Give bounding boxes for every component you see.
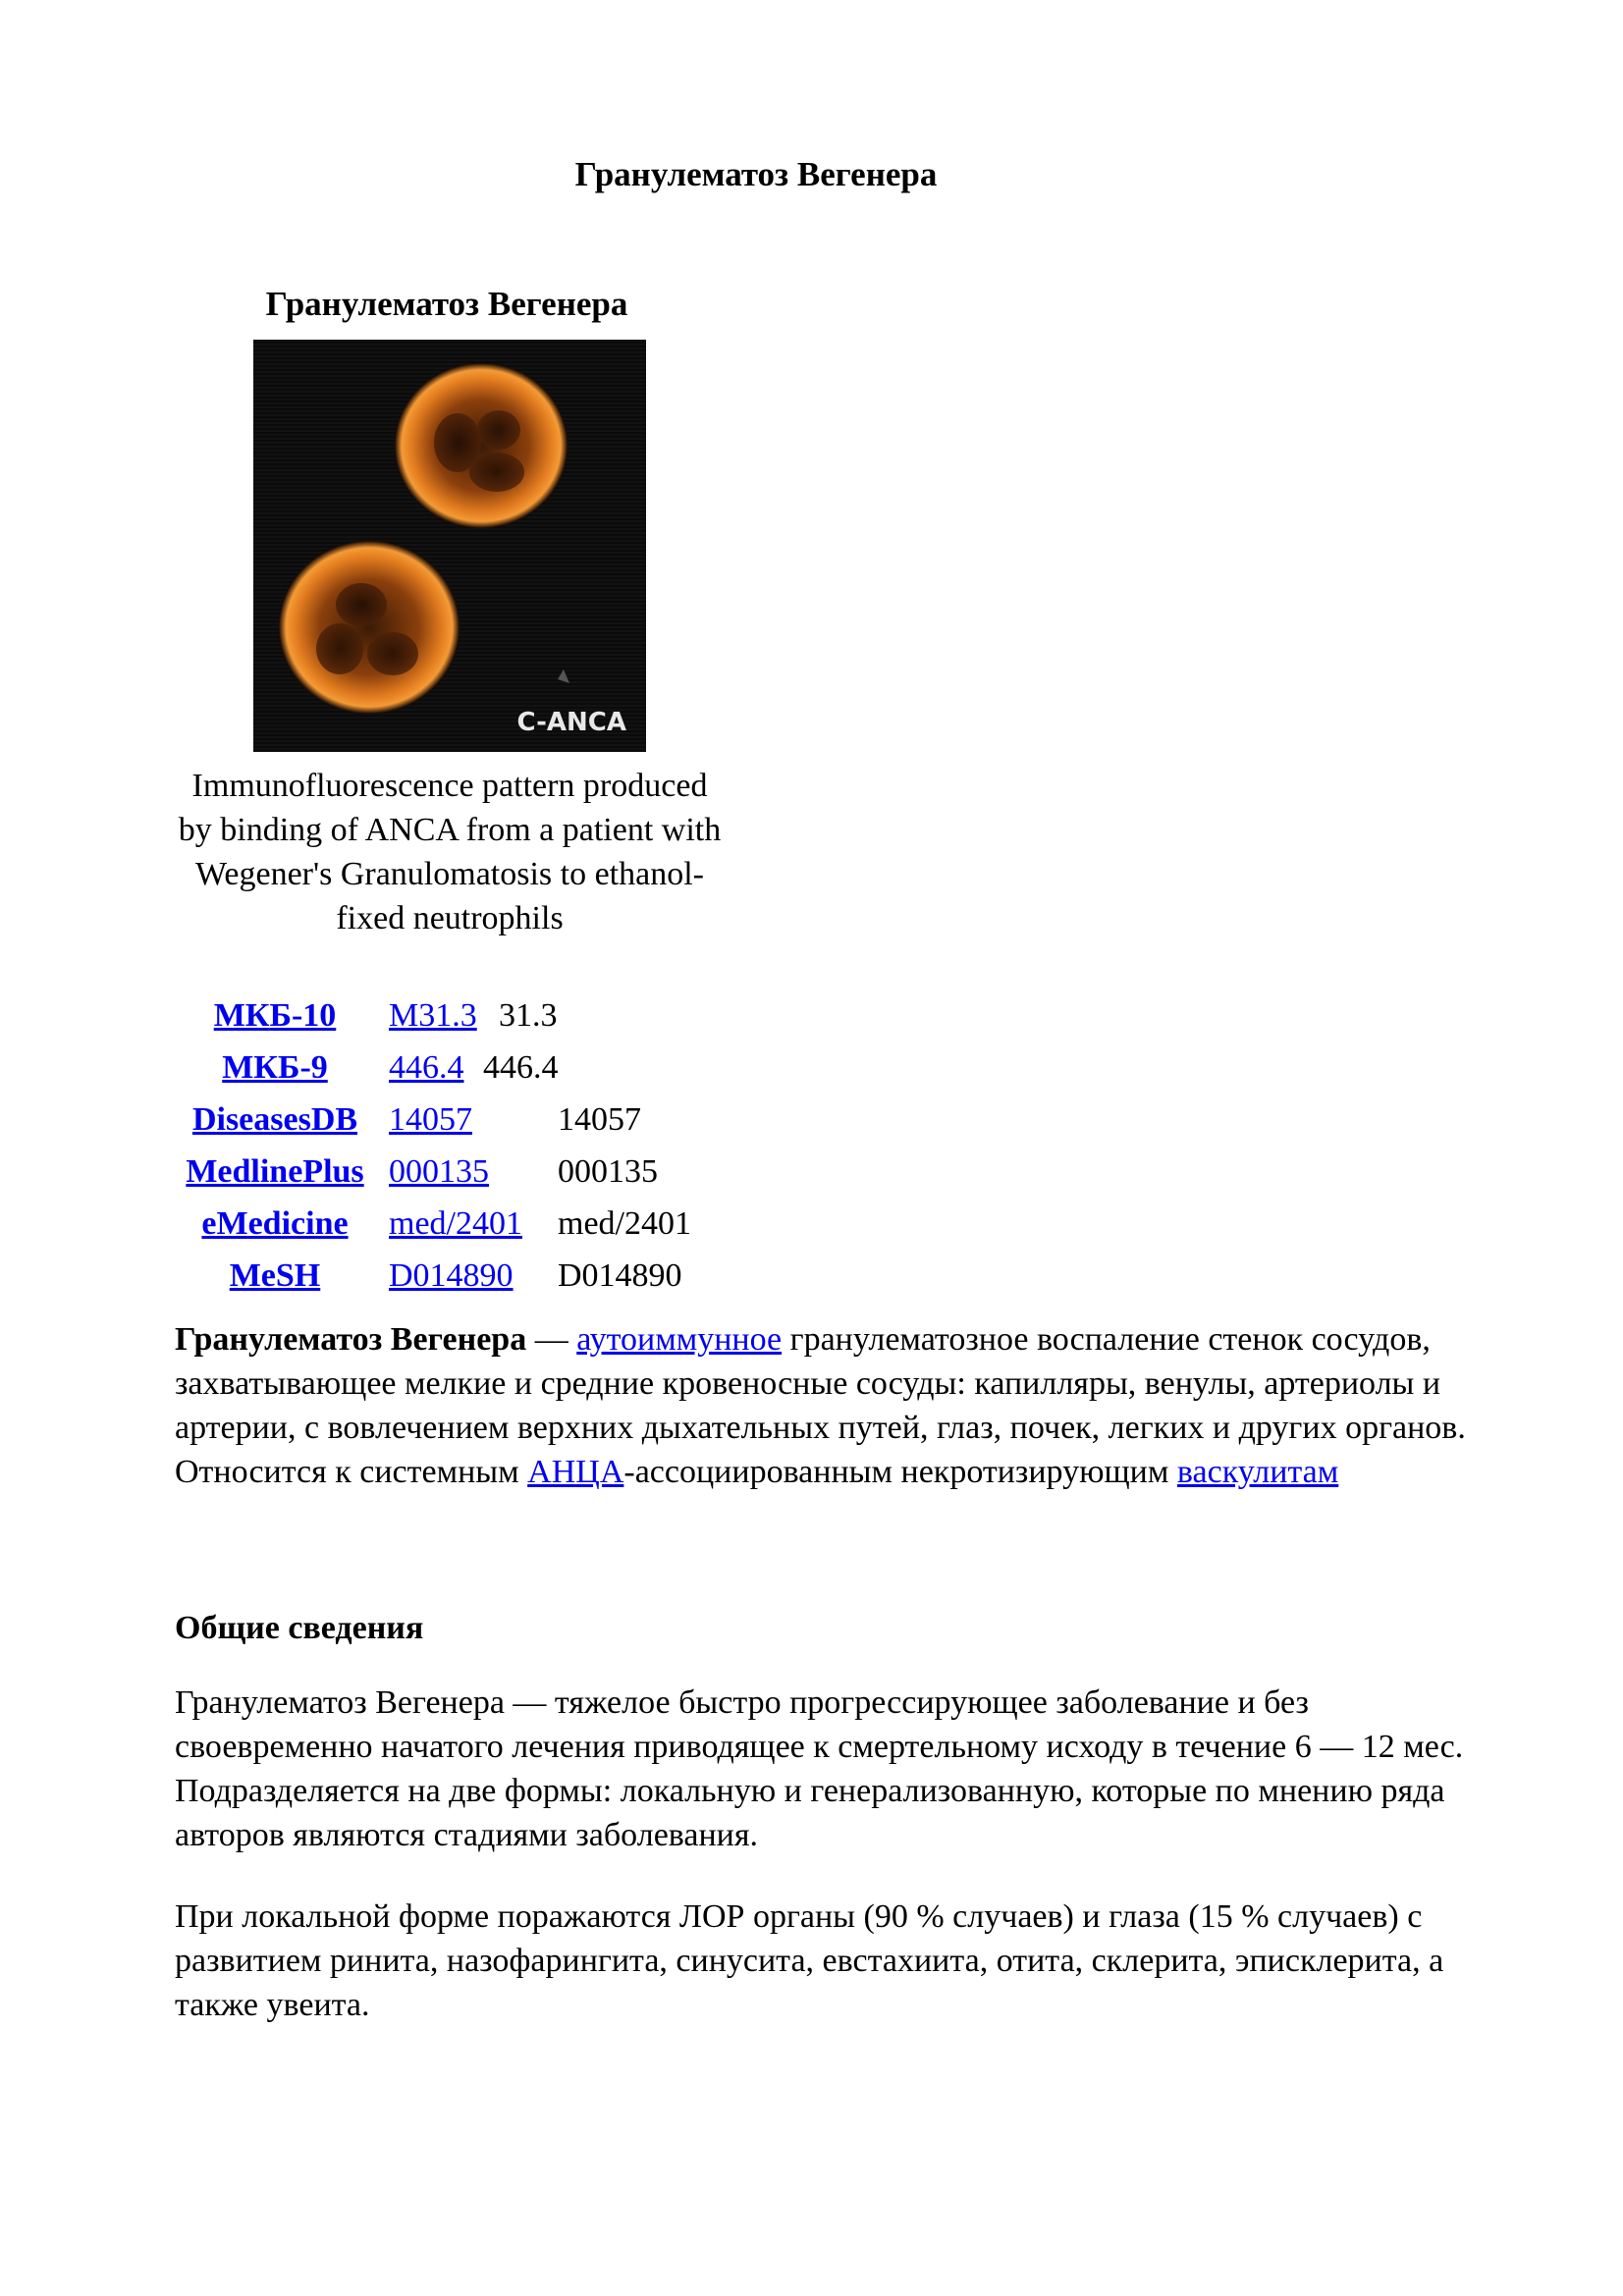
intro-text-1: гранулематозное воспаление стенок сосудов, захватывающее мелкие и средние кровеносные сосуды: капилляры, венулы, артериолы и артерии, с вовлечением верхних дыхательных путей, глаз, почек, легких и других органов. Относится к системным xyxy=(175,1321,1466,1490)
infobox-code-value: 14057 xyxy=(558,1101,641,1138)
infobox-code-value: 446.4 xyxy=(483,1049,559,1086)
infobox-key-link[interactable]: МКБ-10 xyxy=(213,997,337,1034)
infobox-caption: Immunofluorescence pattern produced by binding of ANCA from a patient with Wegener's Granulomatosis to ethanol-fixed neutrophils xyxy=(178,768,722,936)
infobox-code-link[interactable]: med/2401 xyxy=(389,1205,522,1242)
infobox-code-link[interactable]: D014890 xyxy=(389,1257,514,1294)
image-label: C-ANCA xyxy=(516,708,626,737)
anca-link[interactable]: АНЦА xyxy=(527,1454,624,1490)
lower-cell xyxy=(279,541,460,714)
infobox-code-link[interactable]: M31.3 xyxy=(389,997,477,1034)
infobox-key-link[interactable]: MeSH xyxy=(229,1257,321,1294)
autoimmune-link[interactable]: аутоиммунное xyxy=(576,1321,783,1358)
infobox-code-value: med/2401 xyxy=(558,1205,691,1242)
intro-bold-term: Гранулематоз Вегенера xyxy=(175,1321,527,1358)
intro-paragraph xyxy=(175,1317,1510,1494)
document-title: Гранулематоз Вегенера xyxy=(574,155,938,193)
infobox-image xyxy=(253,340,646,752)
infobox-code-link[interactable]: 446.4 xyxy=(389,1049,464,1086)
infobox-key-link[interactable]: МКБ-9 xyxy=(222,1049,328,1086)
upper-cell xyxy=(395,363,568,528)
intro-dash: — xyxy=(526,1321,577,1358)
infobox-code-link[interactable]: 14057 xyxy=(389,1101,472,1138)
c-anca-micrograph xyxy=(253,340,646,752)
infobox-code-value: 000135 xyxy=(558,1153,658,1190)
infobox-key-link[interactable]: DiseasesDB xyxy=(191,1101,358,1138)
infobox-key-link[interactable]: MedlinePlus xyxy=(186,1153,364,1190)
section-paragraph-2: При локальной форме поражаются ЛОР органы (90 % случаев) и глаза (15 % случаев) с развитием ринита, назофарингита, синусита, евстахиита, отита, склерита, эписклерита, а также увеита. xyxy=(175,1898,1444,2023)
infobox-key-link[interactable]: eMedicine xyxy=(201,1205,349,1242)
intro-text-2: -ассоциированным некротизирующим xyxy=(623,1454,1177,1490)
infobox-code-value: 31.3 xyxy=(499,997,558,1034)
section-paragraph-1: Гранулематоз Вегенера — тяжелое быстро прогрессирующее заболевание и без своевременно начатого лечения приводящее к смертельному исходу в течение 6 — 12 мес. Подразделяется на две формы: локальную и генерализованную, которые по мнению ряда авторов являются стадиями заболевания. xyxy=(175,1684,1464,1853)
vasculitis-link[interactable]: васкулитам xyxy=(1176,1454,1339,1490)
infobox-code-link[interactable]: 000135 xyxy=(389,1153,489,1190)
section-heading: Общие сведения xyxy=(175,1610,424,1646)
infobox-title: Гранулематоз Вегенера xyxy=(265,285,628,323)
infobox-code-value: D014890 xyxy=(558,1257,682,1294)
